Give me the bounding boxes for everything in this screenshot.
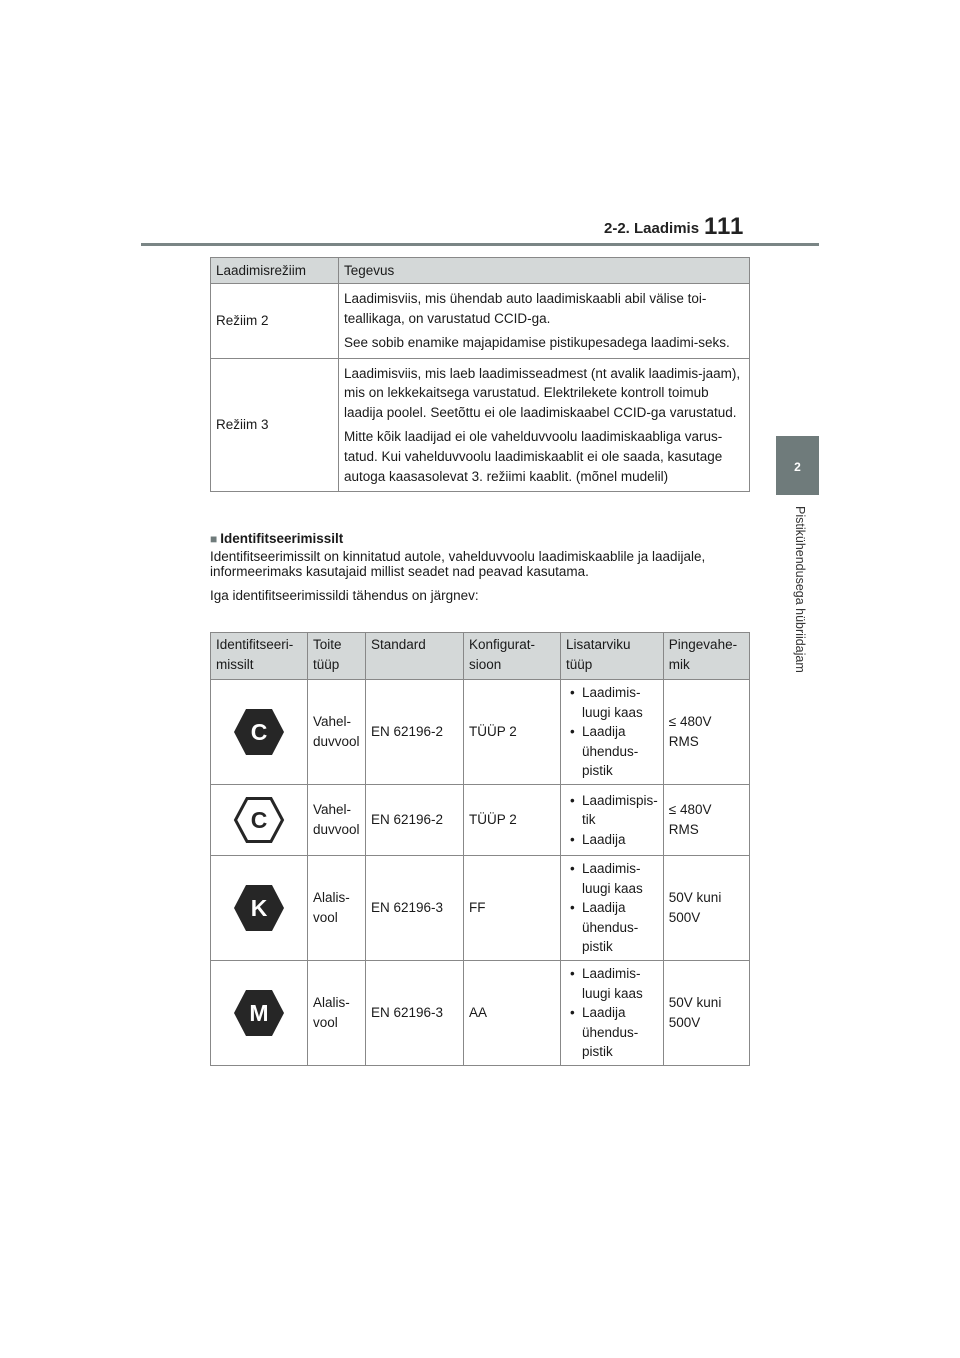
icon-letter: C [250, 719, 268, 745]
chapter-tab [776, 436, 819, 495]
description-paragraph: Laadimisviis, mis ühendab auto laadimiskaabli abil välise toi-teallikaga, on varustatud CCID-ga. [344, 291, 707, 326]
header-divider [141, 243, 819, 246]
column-header: Lisatarviku tüüp [561, 633, 664, 680]
description-paragraph: See sobib enamike majapidamise pistikupesadega laadimi-seks. [344, 335, 730, 351]
power-cell: Vahel-duvvool [308, 680, 366, 785]
body-paragraph: Identifitseerimissilt on kinnitatud autole, vahelduvvoolu laadimiskaablile ja laadijale, informeerimaks kasutajaid millist seadet nad peavad kasutama. [210, 548, 706, 580]
table-header-row [211, 258, 750, 284]
hexagon-c-outline-icon [233, 796, 285, 844]
list-item: • Laadija [582, 830, 658, 850]
list-item: • Laadimis-luugi kaas [582, 859, 658, 898]
power-cell: Alalis-vool [308, 961, 366, 1066]
charging-mode-table [210, 257, 750, 492]
config-cell: TÜÜP 2 [464, 680, 561, 785]
power-cell: Alalis-vool [308, 856, 366, 961]
accessory-cell [561, 785, 664, 856]
chapter-number: 2 [794, 460, 801, 474]
mode-cell: Režiim 2 [211, 284, 339, 359]
config-cell: FF [464, 856, 561, 961]
square-bullet-icon: ■ [210, 532, 218, 546]
list-item: • Laadimispis-tik [582, 791, 658, 830]
section-title: 2-2. Laadimis [604, 220, 700, 237]
icon-cell [211, 856, 308, 961]
list-item: • Laadimis-luugi kaas [582, 964, 658, 1003]
description-cell [339, 358, 750, 491]
config-cell: TÜÜP 2 [464, 785, 561, 856]
icon-letter: C [250, 807, 268, 833]
config-cell: AA [464, 961, 561, 1066]
voltage-cell: ≤ 480V RMS [663, 680, 749, 785]
standard-cell: EN 62196-2 [366, 680, 464, 785]
column-header: Identifitseeri-missilt [211, 633, 308, 680]
hexagon-c-filled-icon [233, 708, 285, 756]
column-header: Konfigurat-sioon [464, 633, 561, 680]
accessory-cell [561, 961, 664, 1066]
list-item: • Laadija ühendus-pistik [582, 1003, 658, 1062]
icon-letter: M [249, 1000, 269, 1026]
column-header: Laadimisrežiim [211, 258, 339, 284]
column-header: Standard [366, 633, 464, 680]
list-item: • Laadimis-luugi kaas [582, 683, 658, 722]
identification-section [210, 531, 755, 611]
body-paragraph: Iga identifitseerimissildi tähendus on järgnev: [210, 587, 479, 603]
accessory-cell [561, 856, 664, 961]
column-header: Pingevahe-mik [663, 633, 749, 680]
table-row [211, 284, 750, 359]
identification-table [210, 632, 750, 1066]
description-paragraph: Mitte kõik laadijad ei ole vahelduvvoolu laadimiskaabliga varus-tatud. Kui vahelduvvoolu laadimiskaablit ei ole saada, kasutage autoga kaasasolevat 3. režiimi kaablit. (mõnel mudelil) [344, 429, 723, 484]
voltage-cell: 50V kuni 500V [663, 856, 749, 961]
column-header: Toite tüüp [308, 633, 366, 680]
heading-text: Identifitseerimissilt [220, 531, 344, 546]
table-row [211, 856, 750, 961]
table-header-row [211, 633, 750, 680]
table-row [211, 785, 750, 856]
icon-cell [211, 785, 308, 856]
page-number: 111 [704, 213, 745, 240]
hexagon-m-filled-icon [233, 989, 285, 1037]
standard-cell: EN 62196-3 [366, 856, 464, 961]
table-row [211, 961, 750, 1066]
icon-letter: K [250, 895, 268, 921]
icon-cell [211, 680, 308, 785]
description-paragraph: Laadimisviis, mis laeb laadimisseadmest (nt avalik laadimis-jaam), mis on lekkekaitsega varustatud. Elektrilekete kontroll toimub laadija poolel. Seetõttu ei ole laadimiskaabel CCID-ga varustatud. [344, 365, 741, 420]
column-header: Tegevus [339, 258, 750, 284]
mode-cell: Režiim 3 [211, 358, 339, 491]
standard-cell: EN 62196-3 [366, 961, 464, 1066]
hexagon-k-filled-icon [233, 884, 285, 932]
standard-cell: EN 62196-2 [366, 785, 464, 856]
chapter-label: Pistikühendusega hübriidajam [793, 506, 807, 673]
power-cell: Vahel-duvvool [308, 785, 366, 856]
icon-cell [211, 961, 308, 1066]
table-row [211, 680, 750, 785]
voltage-cell: 50V kuni 500V [663, 961, 749, 1066]
table-row [211, 358, 750, 491]
voltage-cell: ≤ 480V RMS [663, 785, 749, 856]
list-item: • Laadija ühendus-pistik [582, 722, 658, 781]
list-item: • Laadija ühendus-pistik [582, 898, 658, 957]
accessory-cell [561, 680, 664, 785]
description-cell [339, 284, 750, 359]
section-heading [210, 531, 755, 547]
